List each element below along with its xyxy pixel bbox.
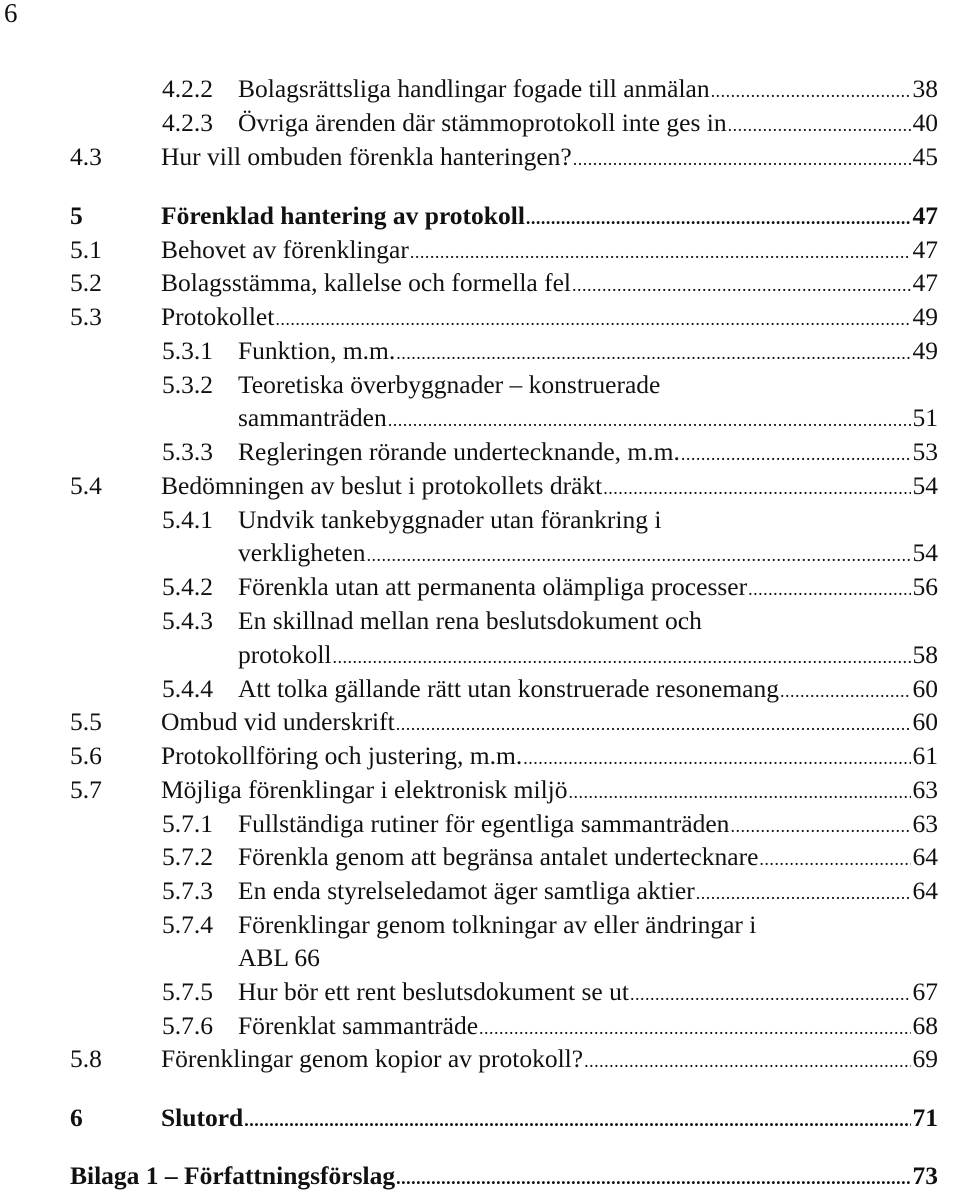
toc-entry: [70, 1042, 938, 1075]
entry-title: Bolagsstämma, kallelse och formella fel: [161, 268, 571, 297]
entry-number: 6: [70, 1103, 83, 1132]
dot-leader: [630, 978, 911, 1011]
entry-title: En skillnad mellan rena beslutsdokument och: [238, 606, 702, 635]
toc-entry: [238, 401, 938, 434]
dot-leader: [584, 1045, 910, 1078]
entry-title: Protokollet: [161, 302, 275, 331]
toc-entry: [162, 435, 938, 468]
entry-title: Att tolka gällande rätt utan konstruerade resonemang: [238, 674, 779, 703]
entry-page: 49: [912, 302, 938, 331]
dot-leader: [603, 472, 910, 505]
entry-title: Protokollföring och justering, m.m.: [161, 741, 523, 770]
dot-leader: [366, 539, 910, 572]
toc-entry: [70, 469, 938, 502]
entry-title: Hur bör ett rent beslutsdokument se ut: [238, 977, 629, 1006]
entry-title: Förenklat sammanträde: [238, 1011, 479, 1040]
entry-page: 47: [912, 268, 938, 297]
entry-title: Bilaga 1 – Författningsförslag: [70, 1161, 396, 1190]
entry-page: 64: [912, 876, 938, 905]
toc-entry: [70, 300, 938, 333]
entry-number: 5.7.1: [162, 809, 213, 838]
entry-number: 5.4.1: [162, 505, 213, 534]
entry-number: 5.8: [70, 1044, 102, 1073]
entry-number: 5.3.2: [162, 370, 213, 399]
toc-entry: [70, 140, 938, 173]
entry-number: 5.2: [70, 268, 102, 297]
toc-entry: [70, 773, 938, 806]
entry-title-continued: protokoll: [238, 640, 332, 669]
entry-page: 53: [912, 437, 938, 466]
entry-title: Förenklingar genom tolkningar av eller ändringar i: [238, 910, 757, 939]
entry-page: 63: [912, 775, 938, 804]
entry-number: 5.4: [70, 471, 102, 500]
dot-leader: [244, 1104, 910, 1137]
dot-leader: [396, 708, 911, 741]
entry-page: 60: [912, 674, 938, 703]
entry-number: 5.7.3: [162, 876, 213, 905]
entry-title: Möjliga förenklingar i elektronisk miljö: [161, 775, 568, 804]
entry-number: 5.7.2: [162, 842, 213, 871]
entry-number: 4.2.2: [162, 74, 213, 103]
dot-leader: [526, 202, 911, 235]
entry-page: 73: [912, 1161, 938, 1190]
dot-leader: [728, 109, 911, 142]
entry-page: 60: [912, 707, 938, 736]
entry-number: 5.5: [70, 707, 102, 736]
entry-number: 5.6: [70, 741, 102, 770]
entry-page: 40: [912, 108, 938, 137]
entry-title-continued: verkligheten: [238, 538, 366, 567]
toc-entry: [162, 975, 938, 1008]
entry-page: 61: [912, 741, 938, 770]
toc-entry: [70, 266, 938, 299]
dot-leader: [388, 404, 911, 437]
toc-entry: [70, 233, 938, 266]
dot-leader: [730, 810, 910, 843]
toc-chapter-entry: [70, 199, 938, 232]
dot-leader: [711, 75, 911, 108]
entry-title: Bolagsrättsliga handlingar fogade till anmälan: [238, 74, 710, 103]
entry-title: Fullständiga rutiner för egentliga sammanträden: [238, 809, 730, 838]
entry-page: 45: [912, 142, 938, 171]
entry-title: En enda styrelseledamot äger samtliga aktier: [238, 876, 695, 905]
entry-number: 5.7.5: [162, 977, 213, 1006]
entry-page: 69: [912, 1044, 938, 1073]
dot-leader: [759, 843, 910, 876]
entry-page: 58: [912, 640, 938, 669]
entry-number: 5.3.1: [162, 336, 213, 365]
entry-page: 54: [912, 538, 938, 567]
entry-title: Ombud vid underskrift: [161, 707, 395, 736]
toc-entry: [162, 807, 938, 840]
dot-leader: [396, 1162, 910, 1195]
entry-page: 64: [912, 842, 938, 871]
entry-page: 47: [912, 201, 938, 230]
toc-entry-continued-line: [238, 941, 320, 974]
entry-number: 5: [70, 201, 83, 230]
entry-title-continued: ABL 66: [238, 943, 320, 972]
entry-number: 5.3: [70, 302, 102, 331]
entry-title: Regleringen rörande undertecknande, m.m.: [238, 437, 680, 466]
entry-page: 71: [912, 1103, 938, 1132]
entry-title: Hur vill ombuden förenkla hanteringen?: [161, 142, 572, 171]
entry-title: Teoretiska överbyggnader – konstruerade: [238, 370, 661, 399]
toc-entry: [162, 334, 938, 367]
entry-title: Behovet av förenklingar: [161, 235, 409, 264]
entry-title: Förenkla genom att begränsa antalet undertecknare: [238, 842, 759, 871]
toc-entry: [70, 705, 938, 738]
entry-page: 68: [912, 1011, 938, 1040]
entry-number: 5.7.4: [162, 910, 213, 939]
entry-title-continued: sammanträden: [238, 403, 387, 432]
dot-leader: [748, 573, 910, 606]
dot-leader: [333, 641, 911, 674]
toc-entry: [162, 840, 938, 873]
dot-leader: [275, 303, 910, 336]
entry-title: Förenklad hantering av protokoll: [161, 201, 525, 230]
toc-entry-first-line: [162, 604, 702, 637]
entry-number: 5.7: [70, 775, 102, 804]
toc-entry: [162, 106, 938, 139]
toc-entry: [162, 874, 938, 907]
toc-entry: [162, 72, 938, 105]
entry-page: 63: [912, 809, 938, 838]
entry-page: 51: [912, 403, 938, 432]
entry-page: 67: [912, 977, 938, 1006]
entry-title: Förenklingar genom kopior av protokoll?: [161, 1044, 584, 1073]
toc-entry-first-line: [162, 503, 661, 536]
toc-entry: [162, 672, 938, 705]
toc-entry: [238, 638, 938, 671]
toc-chapter-entry: [70, 1101, 938, 1134]
toc-entry-first-line: [162, 908, 756, 941]
entry-page: 54: [912, 471, 938, 500]
entry-number: 5.4.4: [162, 674, 213, 703]
dot-leader: [696, 877, 911, 910]
toc-entry: [162, 1009, 938, 1042]
toc-entry: [238, 536, 938, 569]
dot-leader: [569, 776, 911, 809]
entry-title: Funktion, m.m.: [238, 336, 396, 365]
toc-entry: [162, 570, 938, 603]
entry-page: 47: [912, 235, 938, 264]
entry-number: 4.3: [70, 142, 102, 171]
dot-leader: [681, 438, 911, 471]
entry-page: 38: [912, 74, 938, 103]
dot-leader: [572, 269, 911, 302]
entry-number: 5.7.6: [162, 1011, 213, 1040]
entry-title: Slutord: [161, 1103, 244, 1132]
dot-leader: [410, 236, 911, 269]
entry-page: 49: [912, 336, 938, 365]
dot-leader: [479, 1012, 910, 1045]
entry-title: Övriga ärenden där stämmoprotokoll inte ges in: [238, 108, 727, 137]
toc-entry: [70, 739, 938, 772]
toc-appendix-entry: [70, 1159, 938, 1192]
entry-title: Undvik tankebyggnader utan förankring i: [238, 505, 662, 534]
dot-leader: [523, 742, 910, 775]
entry-number: 4.2.3: [162, 108, 213, 137]
entry-number: 5.1: [70, 235, 102, 264]
dot-leader: [780, 675, 911, 708]
entry-title: Förenkla utan att permanenta olämpliga processer: [238, 572, 748, 601]
entry-title: Bedömningen av beslut i protokollets dräkt: [161, 471, 603, 500]
entry-number: 5.4.3: [162, 606, 213, 635]
dot-leader: [396, 337, 910, 370]
entry-number: 5.4.2: [162, 572, 213, 601]
entry-number: 5.3.3: [162, 437, 213, 466]
entry-page: 56: [912, 572, 938, 601]
dot-leader: [573, 143, 911, 176]
page-number: 6: [4, 0, 18, 28]
toc-entry-first-line: [162, 368, 660, 401]
